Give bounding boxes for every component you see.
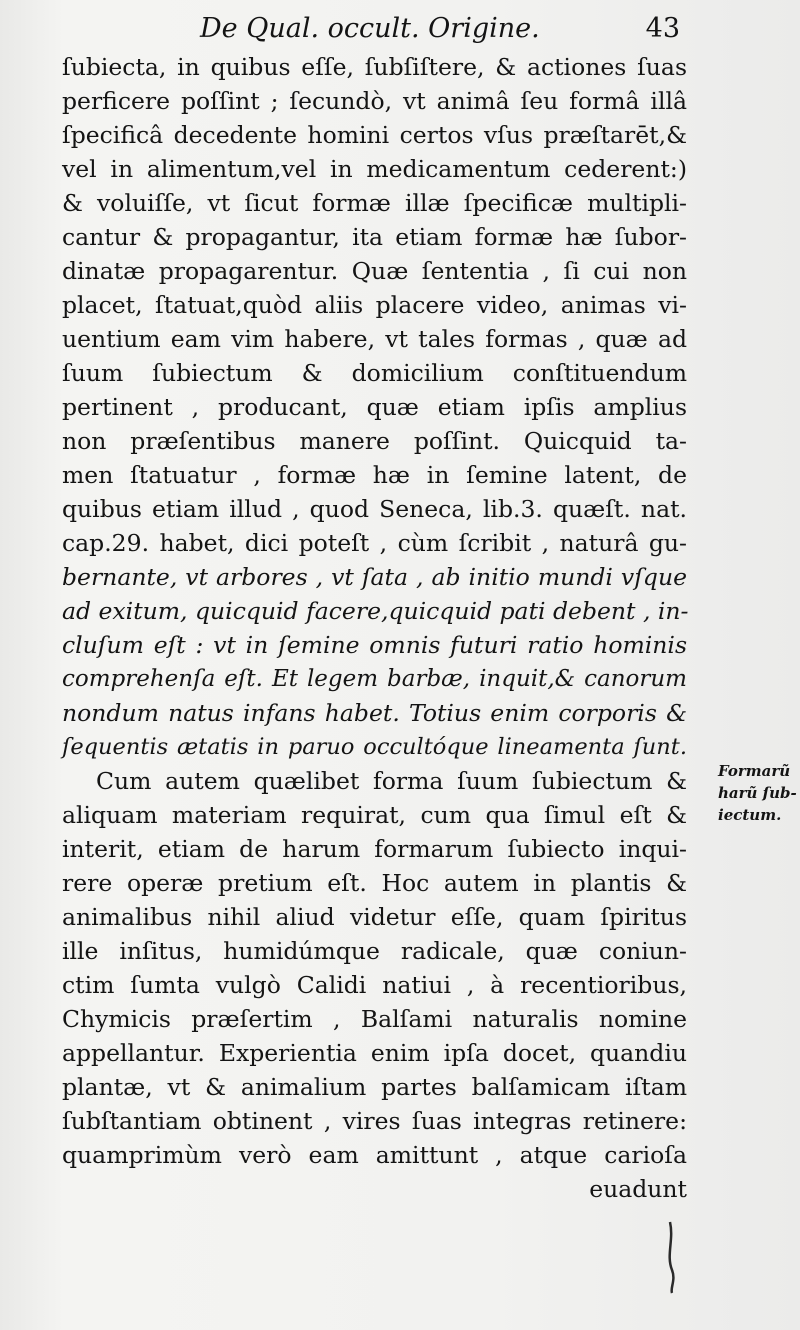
- marginal-note-line: Formarũ: [718, 762, 791, 780]
- text-line: uentium eam vim habere, vt tales formas , quæ ad: [62, 325, 687, 353]
- text-line: rere operæ pretium eſt. Hoc autem in plantis &: [62, 869, 687, 897]
- text-line: & voluiſſe, vt ſicut formæ illæ ſpecificæ multipli-: [62, 189, 687, 217]
- marginal-note-line: iectum.: [718, 806, 782, 824]
- body-text: [62, 50, 687, 1206]
- running-header: [200, 12, 680, 46]
- text-line: cantur & propagantur, ita etiam formæ hæ ſubor-: [62, 223, 687, 251]
- ink-smudge-icon: [660, 1220, 680, 1295]
- text-line-italic: cluſum eſt : vt in ſemine omnis futuri ratio hominis: [62, 631, 687, 659]
- text-line: placet, ſtatuat,quòd aliis placere video, animas vi-: [62, 291, 687, 319]
- text-line: ctim ſumta vulgò Calidi natiui , à recentioribus,: [62, 971, 687, 999]
- text-line-italic: ad exitum, quicquid facere,quicquid pati debent , in-: [62, 597, 689, 625]
- marginal-note: [718, 760, 800, 826]
- page-number: 43: [645, 13, 680, 44]
- text-line: plantæ, vt & animalium partes balſamicam iſtam: [62, 1073, 687, 1101]
- text-line: ſuum ſubiectum & domicilium conſtituendum: [62, 359, 687, 387]
- catchword: euadunt: [589, 1175, 687, 1203]
- text-line: perficere poſſint ; ſecundò, vt animâ ſeu formâ illâ: [62, 87, 687, 115]
- text-line: cap.29. habet, dici poteſt , cùm ſcribit , naturâ gu-: [62, 529, 687, 557]
- text-line: Chymicis præſertim , Balſami naturalis nomine: [62, 1005, 687, 1033]
- text-line: pertinent , producant, quæ etiam ipſis amplius: [62, 393, 687, 421]
- text-line-italic: nondum natus infans habet. Totius enim corporis &: [62, 699, 687, 727]
- text-line: interit, etiam de harum formarum ſubiecto inqui-: [62, 835, 687, 863]
- text-line: animalibus nihil aliud videtur eſſe, quam ſpiritus: [62, 903, 687, 931]
- text-line: ille inſitus, humidúmque radicale, quæ coniun-: [62, 937, 687, 965]
- text-line: dinatæ propagarentur. Quæ ſententia , ſi cui non: [62, 257, 687, 285]
- marginal-note-line: harũ ſub-: [718, 784, 797, 802]
- text-line: quamprimùm verò eam amittunt , atque carioſa: [62, 1141, 687, 1169]
- text-line-italic: comprehenſa eſt. Et legem barbæ, inquit,& canorum: [62, 666, 687, 692]
- text-line-italic: bernante, vt arbores , vt ſata , ab initio mundi vſque: [62, 563, 687, 591]
- text-line-italic: ſequentis ætatis in paruo occultóque lineamenta ſunt.: [62, 734, 687, 760]
- text-line: ſubiecta, in quibus eſſe, ſubſiſtere, & actiones ſuas: [62, 53, 687, 81]
- text-line: men ſtatuatur , formæ hæ in ſemine latent, de: [62, 461, 687, 489]
- text-line: appellantur. Experientia enim ipſa docet, quandiu: [62, 1039, 687, 1067]
- running-title: De Qual. occult. Origine.: [200, 13, 540, 44]
- text-line: ſpecificâ decedente homini certos vſus præſtarēt,&: [62, 121, 687, 149]
- text-line: aliquam materiam requirat, cum qua ſimul eſt &: [62, 801, 687, 829]
- text-line: ſubſtantiam obtinent , vires ſuas integras retinere:: [62, 1107, 687, 1135]
- text-line: vel in alimentum,vel in medicamentum cederent:): [62, 155, 687, 183]
- paragraph-start-line: Cum autem quælibet forma ſuum ſubiectum &: [96, 767, 687, 795]
- text-line: non præſentibus manere poſſint. Quicquid ta-: [62, 427, 687, 455]
- text-line: quibus etiam illud , quod Seneca, lib.3. quæſt. nat.: [62, 495, 687, 523]
